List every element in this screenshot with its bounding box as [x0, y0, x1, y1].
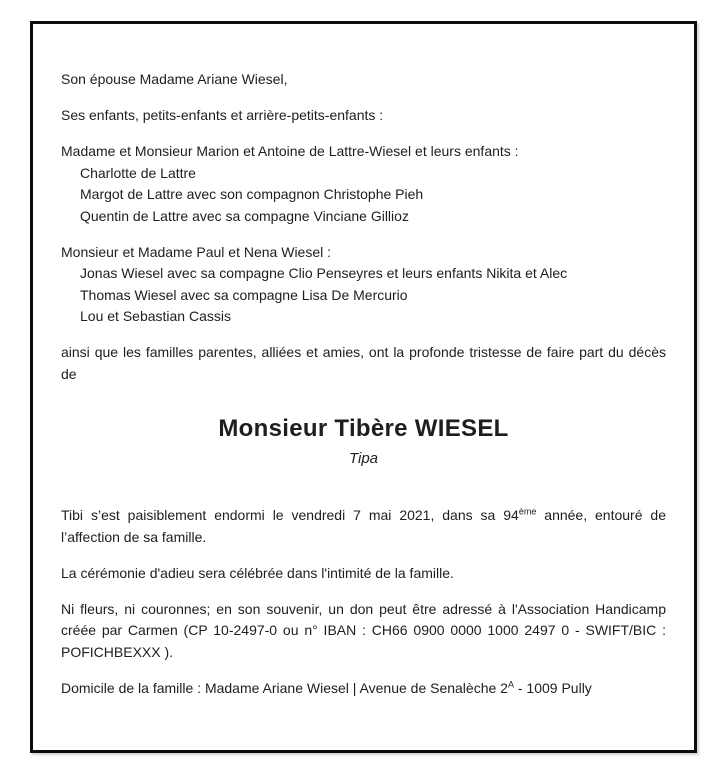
family-group-header: Monsieur et Madame Paul et Nena Wiesel : — [61, 243, 332, 260]
residence-text: - 1009 Pully — [513, 679, 592, 696]
death-paragraph-text: année, entouré de l’affection de sa famille. — [61, 507, 666, 545]
spouse-line: Son épouse Madame Ariane Wiesel, — [61, 71, 288, 87]
family-group — [61, 141, 666, 227]
family-group-header: Madame et Monsieur Marion et Antoine de Lattre-Wiesel et leurs enfants : — [61, 143, 519, 159]
address-superscript: A — [507, 678, 514, 689]
family-group-member: Charlotte de Lattre — [80, 164, 196, 181]
deceased-title-block — [61, 415, 666, 469]
notice-content — [33, 24, 694, 699]
family-group-member: Lou et Sebastian Cassis — [80, 308, 231, 324]
family-group-member: Jonas Wiesel avec sa compagne Clio Penseyres et leurs enfants Nikita et Alec — [80, 265, 568, 281]
descendants-line: Ses enfants, petits-enfants et arrière-petits-enfants : — [61, 107, 384, 123]
closing-line: ainsi que les familles parentes, alliées et amies, ont la profonde tristesse de faire part du décès de — [61, 344, 666, 382]
family-group — [61, 242, 666, 328]
death-paragraph-text: Tibi s’est paisiblement endormi le vendredi 7 mai 2021, dans sa 94 — [61, 507, 519, 523]
residence-text: Domicile de la famille : Madame Ariane Wiesel | Avenue de Senalèche 2 — [61, 679, 508, 696]
notice-border-frame — [30, 21, 697, 753]
family-group-member: Thomas Wiesel avec sa compagne Lisa De Mercurio — [80, 286, 408, 303]
family-group-member: Quentin de Lattre avec sa compagne Vinciane Gillioz — [80, 207, 409, 224]
ceremony-line: La cérémonie d'adieu sera célébrée dans l'intimité de la famille. — [61, 564, 454, 581]
death-announcement-paragraph — [61, 505, 666, 548]
family-group-member: Margot de Lattre avec son compagnon Christophe Pieh — [80, 186, 424, 202]
deceased-name: Monsieur Tibère WIESEL — [218, 415, 509, 442]
ordinal-superscript: ème — [518, 506, 537, 517]
donation-paragraph: Ni fleurs, ni couronnes; en son souvenir, un don peut être adressé à l'Association Handicamp créée par Carmen (CP 10-2497-0 ou n° IBAN : CH66 0900 0000 1000 2497 0 - SWIFT/BIC : POFICHBEXXX ). — [61, 600, 666, 660]
family-residence-line — [61, 678, 666, 700]
deceased-nickname: Tipa — [348, 450, 379, 467]
